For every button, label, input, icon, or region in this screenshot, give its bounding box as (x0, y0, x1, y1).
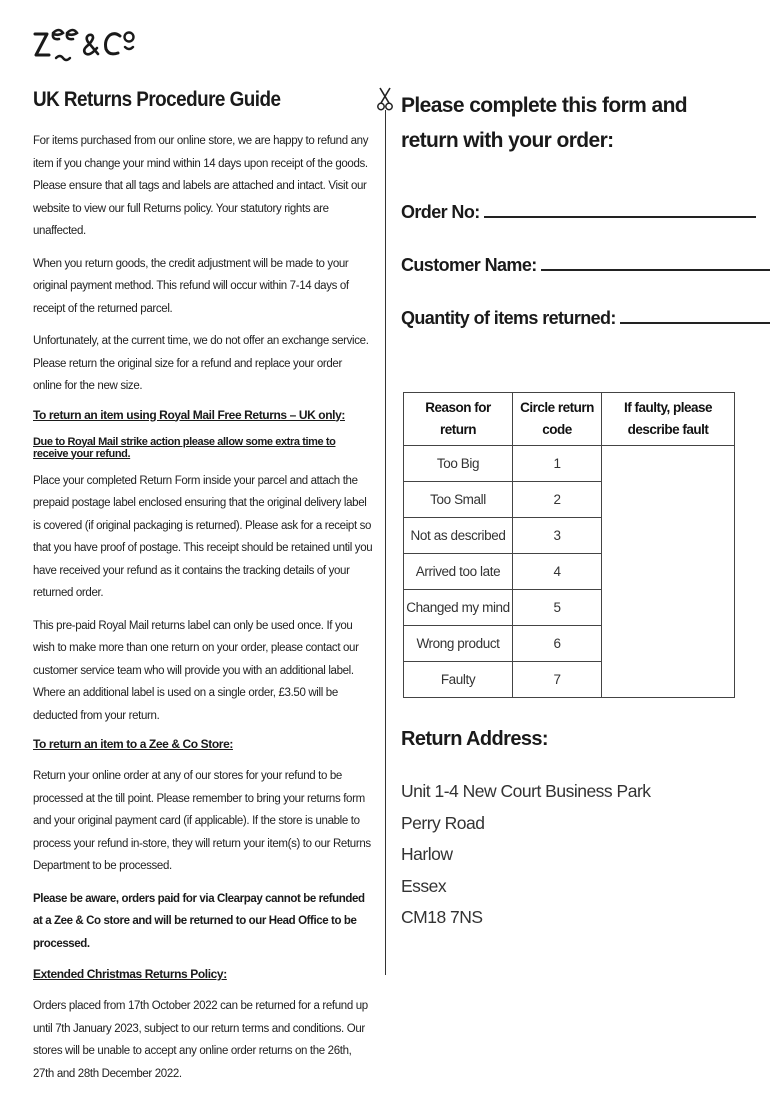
code-cell[interactable]: 2 (513, 482, 602, 518)
return-address-title: Return Address: (401, 728, 548, 750)
returns-guide-column (33, 88, 373, 1095)
store-return-heading: To return an item to a Zee & Co Store: (33, 737, 233, 751)
reason-cell: Wrong product (404, 626, 513, 662)
fault-description-cell[interactable] (602, 446, 735, 698)
return-reason-table (403, 392, 735, 698)
code-cell[interactable]: 5 (513, 590, 602, 626)
strike-notice: Due to Royal Mail strike action please allow some extra time to receive your refund. (33, 435, 336, 460)
quantity-line[interactable] (620, 320, 770, 324)
address-line: Perry Road (401, 812, 485, 833)
christmas-policy-paragraph: Orders placed from 17th October 2022 can be returned for a refund up until 7th January 2023, subject to our return terms and conditions. Our stores will be unable to accept any online order returns on the 26th, 27th and 28th December 2022. (33, 1000, 368, 1080)
reason-cell: Too Big (404, 446, 513, 482)
form-title: Please complete this form and return with your order: (401, 94, 688, 152)
clearpay-notice: Please be aware, orders paid for via Clearpay cannot be refunded at a Zee & Co store and will be returned to our Head Office to be processed. (33, 892, 365, 950)
christmas-policy-heading: Extended Christmas Returns Policy: (33, 967, 227, 981)
return-form-column (401, 88, 741, 927)
reason-cell: Changed my mind (404, 590, 513, 626)
reason-cell: Too Small (404, 482, 513, 518)
address-line: Unit 1-4 New Court Business Park (401, 781, 651, 801)
table-row (404, 446, 735, 482)
code-cell[interactable]: 3 (513, 518, 602, 554)
reason-cell: Arrived too late (404, 554, 513, 590)
code-cell[interactable]: 1 (513, 446, 602, 482)
code-cell[interactable]: 7 (513, 662, 602, 698)
customer-name-label: Customer Name: (401, 255, 537, 275)
order-no-label: Order No: (401, 202, 480, 222)
reason-cell: Faulty (404, 662, 513, 698)
customer-name-field[interactable] (401, 255, 770, 276)
order-no-line[interactable] (484, 214, 756, 218)
cut-line-divider (385, 110, 386, 975)
order-no-field[interactable] (401, 202, 756, 223)
scissors-icon (377, 86, 393, 112)
guide-title: UK Returns Procedure Guide (33, 88, 281, 111)
fault-header: If faulty, please describe fault (602, 393, 735, 446)
return-address (401, 776, 651, 934)
reason-cell: Not as described (404, 518, 513, 554)
royal-mail-paragraph-2: This pre-paid Royal Mail returns label can only be used once. If you wish to make more than one return on your order, please contact our customer service team who will provide you with an additional label. Where an additional label is used on a single order, £3.50 will be deducted from your return. (33, 619, 359, 722)
intro-paragraph-2: When you return goods, the credit adjustment will be made to your original payment method. This refund will occur within 7-14 days of receipt of the returned parcel. (33, 257, 349, 315)
zee-and-co-logo (32, 22, 142, 70)
address-line: Essex (401, 875, 447, 896)
code-cell[interactable]: 6 (513, 626, 602, 662)
quantity-field[interactable] (401, 308, 770, 329)
quantity-label: Quantity of items returned: (401, 308, 616, 328)
code-header: Circle return code (513, 393, 602, 446)
intro-paragraph-1: For items purchased from our online store, we are happy to refund any item if you change your mind within 14 days upon receipt of the goods. Please ensure that all tags and labels are attached and intact. Visit our website to view our full Returns policy. Your statutory rights are unaffected. (33, 135, 369, 237)
address-line: Harlow (401, 844, 453, 864)
code-cell[interactable]: 4 (513, 554, 602, 590)
intro-paragraph-3: Unfortunately, at the current time, we do not offer an exchange service. Please return the original size for a refund and replace your order online for the new size. (33, 335, 369, 392)
reason-header: Reason for return (404, 393, 513, 446)
royal-mail-paragraph-1: Place your completed Return Form inside your parcel and attach the prepaid postage label enclosed ensuring that the original delivery label is covered (if original packaging is returned). Please ask for a receipt so that you have proof of postage. This receipt should be retained until you have received your refund as it contains the tracking details of your returned order. (33, 474, 373, 599)
table-header-row (404, 393, 735, 446)
store-return-paragraph: Return your online order at any of our stores for your refund to be processed at the till point. Please remember to bring your returns form and your original payment card (if applicable). If the store is unable to process your refund in-store, they will return your item(s) to our Returns Department to be processed. (33, 770, 371, 872)
address-line: CM18 7NS (401, 907, 483, 927)
royal-mail-heading: To return an item using Royal Mail Free Returns – UK only: (33, 407, 345, 422)
customer-name-line[interactable] (541, 267, 770, 271)
